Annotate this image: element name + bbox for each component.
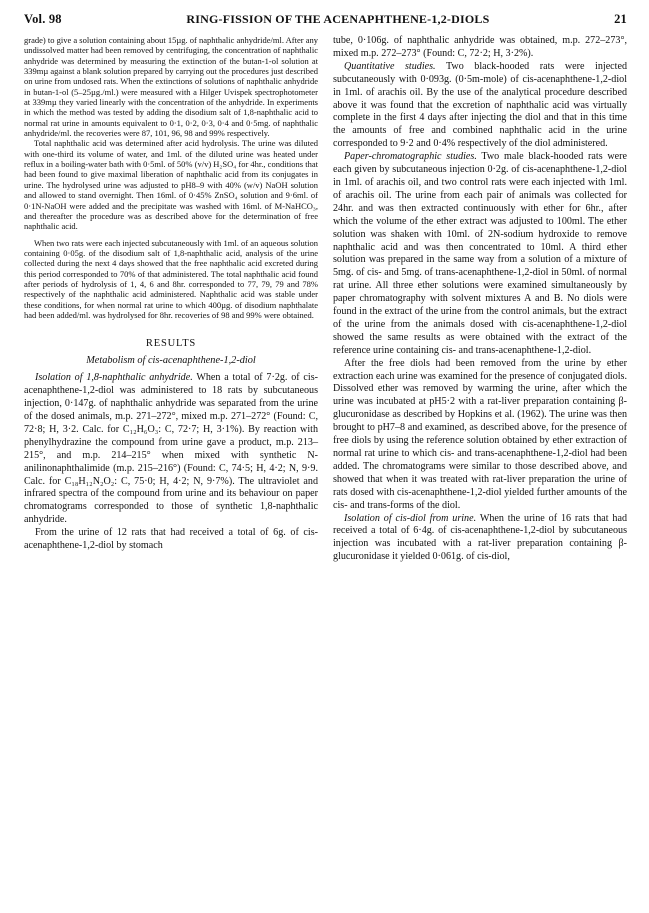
two-column-body xyxy=(24,35,627,564)
paragraph-text: When the urine of 16 rats that had received a total of 6·4g. of cis-acenaphthene-1,2-diol by subcutaneous injection was incubated with a rat-liver preparation containing β-glucuronidase it yielded 0·061g. of cis-diol, xyxy=(333,512,627,563)
paragraph xyxy=(333,151,627,358)
paragraph-text: Two male black-hooded rats were each given by subcutaneous injection 0·2g. of cis-acenaphthene-1,2-diol in 1ml. of arachis oil, and two control rats were each injected with 1ml. of arachis oil. The urine from each pair of animals was collected for 24hr. and was then extracted continuously with ether for 6hr., after which the volume of the ether extract was adjusted to 100ml. The ether solution was shaken with 10ml. of 2N-sodium hydroxide to remove naphthalic acid and was then concentrated to 10ml. A third ether solution was prepared in the same way from a solution of a mixture of 5mg. of cis- and 5mg. of trans-acenaphthene-1,2-diol in 50ml. of normal rat urine. All three ether solutions were examined simultaneously by paper chromatography with solvent mixtures A and B. No diols were found in the extract of the urine from the control animals, but the extract of the urine from the animals dosed with cis-acenaphthene-1,2-diol showed the same results as were obtained with the extract of the reference urine containing cis- and trans-acenaphthene-1,2-diol. xyxy=(333,151,627,356)
running-header xyxy=(24,12,627,27)
paragraph: grade) to give a solution containing about 15µg. of naphthalic anhydride/ml. After any undissolved matter had been removed by centrifuging, the concentration of naphthalic anhydride was determined by measuring the extinction of the butan-1-ol solution at 339mµ against a blank solution prepared by carrying out the procedures just described on urine from undosed rats. When the extinctions of solutions of naphthalic anhydride in butan-1-ol (5–25µg./ml.) were measured with a Hilger Uvispek spectrophotometer at 339mµ they varied linearly with the concentration of the anhydride. In experiments in which the method was tested by adding the disodium salt of 1,8-naphthalic acid to normal rat urine in amounts equivalent to 0·1, 0·2, 0·3, 0·4 and 0·5mg. of naphthalic anhydride/ml. the recoveries were 87, 101, 96, 98 and 99% respectively. xyxy=(24,35,318,139)
run-in-heading: Isolation of cis-diol from urine. xyxy=(344,512,477,524)
paragraph-text: When a total of 7·2g. of cis-acenaphthene-1,2-diol was administered to 18 rats by subcutaneous injection, 0·147g. of naphthalic anhydride was separated from the urine of the dosed animals, m.p. 271–272°, mixed m.p. 271–272° (Found: C, 72·8; H, 3·2. Calc. for C₁₂H₆O₃: C, 72·7; H, 3·1%). By reaction with phenylhydrazine the compound from urine gave a product, m.p. 213–215°, and m.p. 214–215° when mixed with synthetic N-anilinonaphthalimide (m.p. 215–216°) (Found: C, 74·5; H, 4·2; N, 9·9. Calc. for C₁₈H₁₂N₂O₂: C, 75·0; H, 4·2; N, 9·7%). The ultraviolet and infrared spectra of the compound from urine and its behaviour on paper chromatograms corresponded to those of synthetic 1,8-naphthalic anhydride. xyxy=(24,372,318,526)
run-in-heading: Paper-chromatographic studies. xyxy=(344,151,477,163)
results-heading: RESULTS xyxy=(145,338,197,350)
page-number: 21 xyxy=(614,12,627,26)
results-text xyxy=(24,372,318,553)
paragraph xyxy=(24,372,318,527)
methods-small-print xyxy=(24,35,318,320)
volume-label: Vol. 98 xyxy=(24,12,62,26)
section-subheading: Metabolism of cis-acenaphthene-1,2-diol xyxy=(86,355,256,367)
paragraph: tube, 0·106g. of naphthalic anhydride was obtained, m.p. 272–273°, mixed m.p. 272–273° (Found: C, 72·2; H, 3·2%). xyxy=(333,35,627,59)
journal-page xyxy=(24,12,627,564)
run-in-heading: Isolation of 1,8-naphthalic anhydride. xyxy=(35,372,193,384)
running-title: RING-FISSION OF THE ACENAPHTHENE-1,2-DIOLS xyxy=(186,12,490,26)
left-column xyxy=(24,35,318,564)
right-column xyxy=(333,35,627,564)
paragraph: After the free diols had been removed from the urine by ether extraction each urine was examined for the presence of conjugated diols. Dissolved ether was removed by warming the urine, after which the urine was incubated at pH5·2 with a rat-liver preparation containing β-glucuronidase as described by Hopkins et al. (1962). The urine was then brought to pH7–8 and examined, as described above, for the presence of free diols by using the reference solution obtained by ether extraction of normal rat urine to which cis- and trans-acenaphthene-1,2-diol had been added. The chromatograms were similar to those described above, and showed that when it was treated with rat-liver preparation the urine of rats dosed with cis-acenaphthene-1,2-diol yielded further amounts of the cis- and trans-forms of the diol. xyxy=(333,357,628,511)
results-text-continued xyxy=(333,35,627,564)
paragraph: Total naphthalic acid was determined after acid hydrolysis. The urine was diluted with one-third its volume of water, and 1ml. of the diluted urine was heated under reflux in a boiling-water bath with 0·5ml. of 50% (v/v) H₂SO₄ for 4hr., conditions that had been found to give maximal liberation of naphthalic acid from its conjugates in urine. The hydrolysed urine was adjusted to pH8–9 with 40% (w/v) NaOH solution and allowed to stand overnight. Then 16ml. of 0·45% ZnSO₄ solution and 9·6ml. of 0·1N-NaOH were added and the precipitate was washed with 16ml. of M-NaHCO₃, and thereafter the procedure was as described above for the determination of free naphthalic acid. xyxy=(24,138,318,232)
paragraph: When two rats were each injected subcutaneously with 1ml. of an aqueous solution containing 0·05g. of the disodium salt of 1,8-naphthalic acid, analysis of the urine collected during the next 4 days showed that the free naphthalic acid excreted during this period corresponded to 70% of that administered. The total naphthalic acid found after periods of hydrolysis of 1, 4, 6 and 8hr. corresponded to 77, 79, 79 and 78% respectively of the naphthalic acid administered. Naphthalic acid was stable under these conditions, for when normal rat urine to which 400µg. of disodium naphthalate had been added/ml. was hydrolysed for 8hr. recoveries of 98 and 99% were obtained. xyxy=(24,237,318,320)
run-in-heading: Quantitative studies. xyxy=(344,60,436,72)
paragraph xyxy=(333,61,627,151)
paragraph: From the urine of 12 rats that had received a total of 6g. of cis-acenaphthene-1,2-diol by stomach xyxy=(24,527,318,552)
paragraph xyxy=(333,513,627,565)
paragraph-text: Two black-hooded rats were injected subcutaneously with 0·093g. (0·5m-mole) of cis-acenaphthene-1,2-diol in 1ml. of arachis oil. By the use of the analytical procedure described above it was found that the excretion of naphthalic acid was virtually complete in the first 4 days after injecting the diol and that in this time the amounts of free and combined naphthalic acid in the urine corresponded to 9·2 and 0·4% respectively of the diol administered. xyxy=(333,60,627,150)
